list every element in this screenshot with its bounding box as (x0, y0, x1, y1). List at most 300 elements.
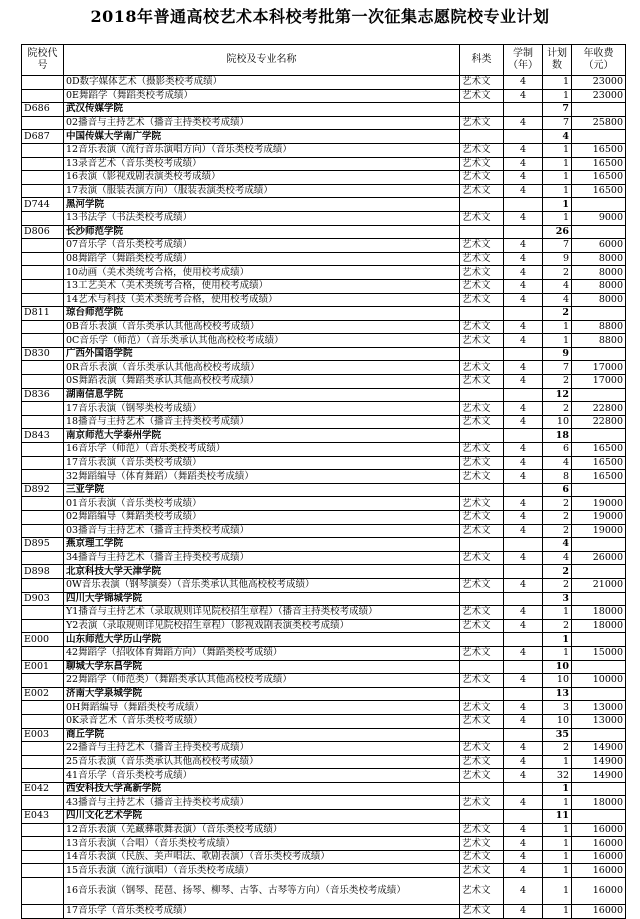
cell-name: 广西外国语学院 (64, 347, 460, 361)
cell-fee: 16500 (572, 143, 626, 157)
cell-plan: 4 (543, 538, 572, 552)
major-row (22, 578, 626, 592)
cell-category (460, 347, 504, 361)
cell-code (22, 769, 64, 783)
cell-plan: 1 (543, 796, 572, 810)
cell-years (504, 633, 543, 647)
cell-category (460, 782, 504, 796)
major-row (22, 524, 626, 538)
cell-category: 艺术文 (460, 864, 504, 878)
cell-name: 0E舞蹈学（舞蹈类校考成绩） (64, 89, 460, 103)
cell-years: 4 (504, 211, 543, 225)
cell-name: 08舞蹈学（舞蹈类校考成绩） (64, 252, 460, 266)
cell-category: 艺术文 (460, 742, 504, 756)
cell-code: E042 (22, 782, 64, 796)
major-row (22, 211, 626, 225)
cell-code (22, 755, 64, 769)
major-row (22, 320, 626, 334)
cell-years: 4 (504, 578, 543, 592)
cell-years: 4 (504, 361, 543, 375)
school-row (22, 633, 626, 647)
cell-name: 黑河学院 (64, 198, 460, 212)
cell-category (460, 307, 504, 321)
cell-name: 琼台师范学院 (64, 307, 460, 321)
cell-years (504, 728, 543, 742)
cell-code: D903 (22, 592, 64, 606)
cell-category: 艺术文 (460, 511, 504, 525)
cell-years: 4 (504, 551, 543, 565)
cell-code (22, 89, 64, 103)
school-row (22, 388, 626, 402)
cell-fee: 18000 (572, 619, 626, 633)
major-row (22, 511, 626, 525)
cell-plan: 9 (543, 252, 572, 266)
cell-code (22, 239, 64, 253)
school-row (22, 130, 626, 144)
cell-name: 北京科技大学天津学院 (64, 565, 460, 579)
cell-years: 4 (504, 796, 543, 810)
cell-name: 16音乐学（师范）（音乐类校考成绩） (64, 443, 460, 457)
cell-category (460, 198, 504, 212)
cell-name: 0W音乐表演（钢琴演奏）（音乐类承认其他高校校考成绩） (64, 578, 460, 592)
cell-code: D830 (22, 347, 64, 361)
cell-fee (572, 130, 626, 144)
cell-years: 4 (504, 646, 543, 660)
cell-category: 艺术文 (460, 850, 504, 864)
cell-code (22, 375, 64, 389)
cell-category: 艺术文 (460, 402, 504, 416)
cell-fee: 17000 (572, 375, 626, 389)
cell-name: 济南大学泉城学院 (64, 687, 460, 701)
cell-category: 艺术文 (460, 796, 504, 810)
cell-plan: 6 (543, 483, 572, 497)
cell-fee: 16500 (572, 157, 626, 171)
cell-name: 14音乐表演（民族、美声唱法、歌剧表演）（音乐类校考成绩） (64, 850, 460, 864)
cell-name: 16音乐表演（钢琴、琵琶、扬琴、柳琴、古筝、古琴等方向）（音乐类校考成绩） (64, 878, 460, 905)
cell-plan: 1 (543, 850, 572, 864)
cell-plan: 26 (543, 225, 572, 239)
cell-code (22, 511, 64, 525)
cell-code (22, 619, 64, 633)
cell-fee (572, 429, 626, 443)
column-header-category: 科类 (460, 45, 504, 76)
cell-code (22, 714, 64, 728)
cell-category (460, 483, 504, 497)
cell-name: 12音乐表演（流行音乐演唱方向）（音乐类校考成绩） (64, 143, 460, 157)
cell-fee (572, 483, 626, 497)
cell-category: 艺术文 (460, 211, 504, 225)
cell-plan: 1 (543, 837, 572, 851)
cell-code (22, 823, 64, 837)
cell-name: 13工艺美术（美术类统考合格，使用校考成绩） (64, 279, 460, 293)
cell-name: 0K录音艺术（音乐类校考成绩） (64, 714, 460, 728)
cell-code: D843 (22, 429, 64, 443)
cell-code (22, 184, 64, 198)
cell-code (22, 701, 64, 715)
cell-years: 4 (504, 76, 543, 90)
cell-fee: 18000 (572, 796, 626, 810)
cell-name: 07音乐学（音乐类校考成绩） (64, 239, 460, 253)
cell-plan: 4 (543, 279, 572, 293)
cell-name: 03播音与主持艺术（播音主持类校考成绩） (64, 524, 460, 538)
cell-years: 4 (504, 850, 543, 864)
cell-years: 4 (504, 239, 543, 253)
cell-category: 艺术文 (460, 252, 504, 266)
cell-category: 艺术文 (460, 293, 504, 307)
cell-category: 艺术文 (460, 266, 504, 280)
cell-plan: 2 (543, 511, 572, 525)
cell-name: 燕京理工学院 (64, 538, 460, 552)
school-row (22, 782, 626, 796)
major-row (22, 606, 626, 620)
major-row (22, 837, 626, 851)
cell-plan: 1 (543, 89, 572, 103)
cell-years: 4 (504, 415, 543, 429)
major-row (22, 674, 626, 688)
cell-plan: 3 (543, 701, 572, 715)
cell-years: 4 (504, 266, 543, 280)
school-row (22, 307, 626, 321)
cell-plan: 4 (543, 456, 572, 470)
cell-years (504, 687, 543, 701)
cell-code: E003 (22, 728, 64, 742)
cell-fee: 19000 (572, 497, 626, 511)
cell-name: 湖南信息学院 (64, 388, 460, 402)
cell-code (22, 497, 64, 511)
cell-plan: 1 (543, 320, 572, 334)
cell-category: 艺术文 (460, 524, 504, 538)
cell-fee (572, 538, 626, 552)
cell-code: D895 (22, 538, 64, 552)
major-row (22, 755, 626, 769)
cell-category: 艺术文 (460, 320, 504, 334)
major-row (22, 714, 626, 728)
cell-fee: 8000 (572, 252, 626, 266)
cell-code (22, 864, 64, 878)
major-row (22, 905, 626, 919)
cell-code: E002 (22, 687, 64, 701)
school-row (22, 660, 626, 674)
cell-years: 4 (504, 334, 543, 348)
cell-plan: 1 (543, 878, 572, 905)
cell-name: 0R音乐表演（音乐类承认其他高校校考成绩） (64, 361, 460, 375)
cell-code (22, 293, 64, 307)
cell-years (504, 103, 543, 117)
cell-name: 17音乐表演（音乐类校考成绩） (64, 456, 460, 470)
cell-years: 4 (504, 524, 543, 538)
major-row (22, 375, 626, 389)
cell-plan: 2 (543, 619, 572, 633)
cell-code (22, 742, 64, 756)
column-header-name: 院校及专业名称 (64, 45, 460, 76)
cell-category: 艺术文 (460, 184, 504, 198)
cell-name: 山东师范大学历山学院 (64, 633, 460, 647)
major-row (22, 796, 626, 810)
cell-years: 4 (504, 905, 543, 919)
column-header-code: 院校代号 (22, 45, 64, 76)
cell-code (22, 266, 64, 280)
cell-category (460, 728, 504, 742)
major-row (22, 456, 626, 470)
cell-name: 13书法学（书法类校考成绩） (64, 211, 460, 225)
cell-plan: 12 (543, 388, 572, 402)
cell-plan: 11 (543, 810, 572, 824)
cell-name: 武汉传媒学院 (64, 103, 460, 117)
cell-category: 艺术文 (460, 606, 504, 620)
cell-code: D892 (22, 483, 64, 497)
cell-plan: 1 (543, 864, 572, 878)
cell-name: 17音乐表演（钢琴类校考成绩） (64, 402, 460, 416)
cell-fee (572, 660, 626, 674)
cell-fee: 26000 (572, 551, 626, 565)
cell-fee: 6000 (572, 239, 626, 253)
cell-category: 艺术文 (460, 769, 504, 783)
cell-fee (572, 565, 626, 579)
cell-years: 4 (504, 456, 543, 470)
cell-fee: 15000 (572, 646, 626, 660)
cell-category (460, 660, 504, 674)
cell-name: 西安科技大学高新学院 (64, 782, 460, 796)
cell-years (504, 483, 543, 497)
cell-category (460, 538, 504, 552)
cell-category: 艺术文 (460, 470, 504, 484)
cell-plan: 2 (543, 524, 572, 538)
cell-years (504, 660, 543, 674)
column-header-years: 学制（年） (504, 45, 543, 76)
cell-category: 艺术文 (460, 415, 504, 429)
cell-name: 17表演（服装表演方向）（服装表演类校考成绩） (64, 184, 460, 198)
cell-fee: 16000 (572, 905, 626, 919)
cell-category: 艺术文 (460, 674, 504, 688)
cell-years: 4 (504, 769, 543, 783)
cell-years: 4 (504, 470, 543, 484)
cell-name: 42舞蹈学（招收体育舞蹈方向）（舞蹈类校考成绩） (64, 646, 460, 660)
cell-plan: 1 (543, 755, 572, 769)
column-header-fee: 年收费（元） (572, 45, 626, 76)
cell-plan: 1 (543, 76, 572, 90)
cell-years (504, 782, 543, 796)
cell-code: D687 (22, 130, 64, 144)
cell-plan: 2 (543, 375, 572, 389)
cell-fee (572, 782, 626, 796)
cell-years: 4 (504, 619, 543, 633)
cell-fee: 16500 (572, 456, 626, 470)
cell-years: 4 (504, 674, 543, 688)
cell-name: 02舞蹈编导（舞蹈类校考成绩） (64, 511, 460, 525)
cell-code (22, 443, 64, 457)
cell-plan: 2 (543, 497, 572, 511)
cell-category: 艺术文 (460, 171, 504, 185)
cell-category: 艺术文 (460, 361, 504, 375)
cell-name: 13音乐表演（合唱）（音乐类校考成绩） (64, 837, 460, 851)
cell-code: E043 (22, 810, 64, 824)
cell-years: 4 (504, 143, 543, 157)
cell-code (22, 606, 64, 620)
cell-plan: 1 (543, 646, 572, 660)
cell-fee: 8800 (572, 334, 626, 348)
cell-years: 4 (504, 755, 543, 769)
major-row (22, 619, 626, 633)
major-row (22, 361, 626, 375)
cell-years: 4 (504, 511, 543, 525)
school-row (22, 347, 626, 361)
cell-fee: 23000 (572, 89, 626, 103)
cell-years: 4 (504, 157, 543, 171)
cell-name: 01音乐表演（音乐类校考成绩） (64, 497, 460, 511)
cell-years: 4 (504, 837, 543, 851)
major-row (22, 171, 626, 185)
cell-years: 4 (504, 606, 543, 620)
cell-fee: 8800 (572, 320, 626, 334)
enrollment-plan-table (21, 44, 626, 919)
cell-plan: 4 (543, 551, 572, 565)
cell-fee: 22800 (572, 415, 626, 429)
cell-code: D836 (22, 388, 64, 402)
cell-plan: 4 (543, 130, 572, 144)
cell-code (22, 551, 64, 565)
school-row (22, 687, 626, 701)
cell-plan: 2 (543, 402, 572, 416)
cell-name: 22播音与主持艺术（播音主持类校考成绩） (64, 742, 460, 756)
school-row (22, 565, 626, 579)
cell-years: 4 (504, 443, 543, 457)
cell-name: 13录音艺术（音乐类校考成绩） (64, 157, 460, 171)
cell-years (504, 347, 543, 361)
cell-name: 22舞蹈学（师范类）（舞蹈类承认其他高校校考成绩） (64, 674, 460, 688)
cell-name: 12音乐表演（羌藏彝歌舞表演）（音乐类校考成绩） (64, 823, 460, 837)
cell-years: 4 (504, 402, 543, 416)
cell-years: 4 (504, 89, 543, 103)
cell-name: 25音乐表演（音乐类承认其他高校校考成绩） (64, 755, 460, 769)
cell-plan: 10 (543, 674, 572, 688)
cell-plan: 1 (543, 606, 572, 620)
major-row (22, 443, 626, 457)
cell-years (504, 225, 543, 239)
major-row (22, 646, 626, 660)
cell-name: 0H舞蹈编导（舞蹈类校考成绩） (64, 701, 460, 715)
cell-name: 10动画（美术类统考合格，使用校考成绩） (64, 266, 460, 280)
cell-fee: 23000 (572, 76, 626, 90)
cell-category (460, 565, 504, 579)
cell-fee: 16000 (572, 864, 626, 878)
cell-fee: 19000 (572, 511, 626, 525)
cell-fee: 14900 (572, 755, 626, 769)
cell-fee: 19000 (572, 524, 626, 538)
major-row (22, 266, 626, 280)
cell-name: 0C音乐学（师范）（音乐类承认其他高校校考成绩） (64, 334, 460, 348)
major-row (22, 293, 626, 307)
cell-years: 4 (504, 742, 543, 756)
cell-years: 4 (504, 293, 543, 307)
cell-code: D898 (22, 565, 64, 579)
cell-code (22, 361, 64, 375)
cell-category: 艺术文 (460, 878, 504, 905)
cell-category: 艺术文 (460, 646, 504, 660)
cell-name: 长沙师范学院 (64, 225, 460, 239)
cell-category: 艺术文 (460, 619, 504, 633)
cell-plan: 9 (543, 347, 572, 361)
major-row (22, 823, 626, 837)
cell-code (22, 334, 64, 348)
cell-fee: 22800 (572, 402, 626, 416)
cell-plan: 2 (543, 307, 572, 321)
cell-fee: 16500 (572, 184, 626, 198)
cell-fee: 18000 (572, 606, 626, 620)
cell-name: 15音乐表演（流行演唱）（音乐类校考成绩） (64, 864, 460, 878)
cell-category: 艺术文 (460, 375, 504, 389)
school-row (22, 103, 626, 117)
cell-category: 艺术文 (460, 837, 504, 851)
cell-years: 4 (504, 375, 543, 389)
cell-name: 02播音与主持艺术（播音主持类校考成绩） (64, 116, 460, 130)
cell-fee (572, 347, 626, 361)
cell-name: 四川大学锦城学院 (64, 592, 460, 606)
cell-fee: 10000 (572, 674, 626, 688)
cell-fee: 16500 (572, 470, 626, 484)
cell-years (504, 592, 543, 606)
cell-plan: 3 (543, 592, 572, 606)
major-row (22, 769, 626, 783)
cell-code (22, 143, 64, 157)
cell-name: 43播音与主持艺术（播音主持类校考成绩） (64, 796, 460, 810)
cell-plan: 1 (543, 633, 572, 647)
cell-years: 4 (504, 171, 543, 185)
cell-years (504, 388, 543, 402)
cell-name: 0B音乐表演（音乐类承认其他高校校考成绩） (64, 320, 460, 334)
school-row (22, 429, 626, 443)
cell-fee: 13000 (572, 701, 626, 715)
school-row (22, 198, 626, 212)
cell-years: 4 (504, 184, 543, 198)
cell-name: 14艺术与科技（美术类统考合格，使用校考成绩） (64, 293, 460, 307)
cell-fee (572, 633, 626, 647)
cell-fee (572, 103, 626, 117)
cell-fee (572, 810, 626, 824)
major-row (22, 157, 626, 171)
cell-plan: 1 (543, 143, 572, 157)
cell-category: 艺术文 (460, 116, 504, 130)
major-row (22, 551, 626, 565)
cell-plan: 2 (543, 266, 572, 280)
cell-plan: 18 (543, 429, 572, 443)
cell-plan: 13 (543, 687, 572, 701)
cell-fee: 16000 (572, 850, 626, 864)
cell-name: 18播音与主持艺术（播音主持类校考成绩） (64, 415, 460, 429)
cell-category (460, 592, 504, 606)
cell-years (504, 538, 543, 552)
cell-category (460, 429, 504, 443)
cell-plan: 1 (543, 782, 572, 796)
cell-category (460, 388, 504, 402)
cell-fee (572, 388, 626, 402)
column-header-plan: 计划数 (543, 45, 572, 76)
cell-years: 4 (504, 878, 543, 905)
cell-fee: 9000 (572, 211, 626, 225)
cell-code (22, 578, 64, 592)
major-row (22, 402, 626, 416)
cell-plan: 10 (543, 660, 572, 674)
cell-code (22, 646, 64, 660)
cell-fee: 8000 (572, 279, 626, 293)
cell-category: 艺术文 (460, 497, 504, 511)
cell-name: 三亚学院 (64, 483, 460, 497)
cell-plan: 1 (543, 157, 572, 171)
cell-years: 4 (504, 701, 543, 715)
cell-category: 艺术文 (460, 157, 504, 171)
major-row (22, 89, 626, 103)
cell-code (22, 524, 64, 538)
cell-years: 4 (504, 823, 543, 837)
